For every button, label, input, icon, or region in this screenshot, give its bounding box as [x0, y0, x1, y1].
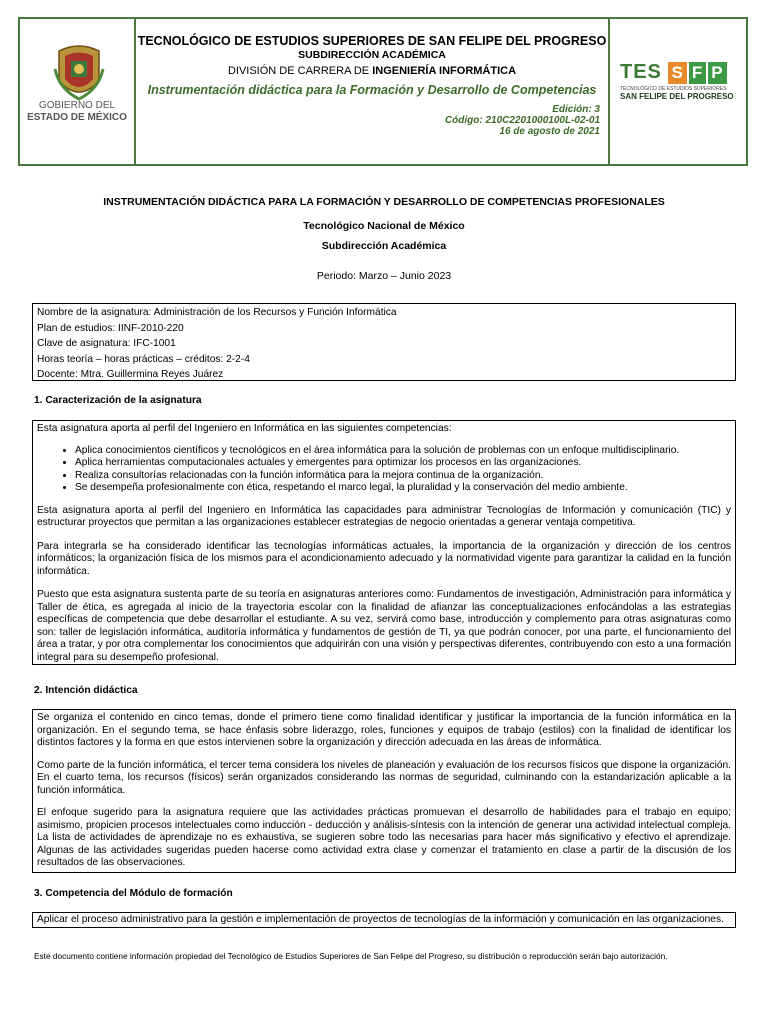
module-competency: Aplicar el proceso administrativo para la gestión e implementación de proyectos de tecnologías de la información y comunicación en las organizaciones.: [37, 914, 724, 925]
division-line: [136, 65, 608, 77]
study-plan: Plan de estudios: IINF-2010-220: [37, 322, 184, 334]
document-date: 16 de agosto de 2021: [499, 126, 600, 137]
section-3-box: [32, 912, 736, 928]
government-name-line1: GOBIERNO DEL: [38, 100, 116, 111]
list-item: • Aplica herramientas computacionales actuales y emergentes para optimizar los procesos en las organizaciones.: [75, 457, 731, 470]
logo-p: P: [708, 62, 726, 84]
government-logo-cell: [20, 19, 136, 164]
section-1-paragraph: Puesto que esta asignatura sustenta parte de su teoría en asignaturas anteriores como: Fundamentos de investigación, Administración para informática y Taller de ética, es agregada al inicio de la trayectoria escolar con la finalidad de afianzar las conceptualizaciones enfocándolas a las estrategias específicas de competencia que debe desarrollar el estudiante. A su vez, servirá como base, introducción y complemento para otras asignaturas como son: taller de legislación informática, auditoría informática y fundamentos de gestión de TI, ya que podrán conocer, por una parte, el funcionamiento del área a tratar, y por otra complementar los conocimientos que adquirirán con una visión y perspectivas diferentes, contribuyendo con esto a una formación integral para su desempeño profesional.: [37, 589, 731, 663]
logo-s: S: [668, 62, 686, 84]
instrumentation-subtitle: Instrumentación didáctica para la Formación y Desarrollo de Competencias: [147, 83, 597, 97]
course-info-box: [32, 303, 736, 381]
tessfp-logo-cell: [608, 19, 746, 164]
edition: Edición: 3: [552, 104, 600, 115]
tessfp-logo: [620, 61, 738, 111]
section-2-paragraph: El enfoque sugerido para la asignatura requiere que las actividades prácticas promuevan el desarrollo de habilidades para el trabajo en equipo; asimismo, propicien procesos intelectuales como inducción - deducción y análisis-síntesis con la intención de generar una actividad intelectual compleja. La lista de actividades de aprendizaje no es exhaustiva, se sugieren sobre todo las necesarias para hacer más significativo y efectivo el aprendizaje. Algunas de las actividades sugeridas pueden hacerse como actividad extra clase y comenzar el tratamiento en clase a partir de la discusión de los resultados de las observaciones.: [37, 807, 731, 868]
document-code: Código: 210C2201000100L-02-01: [444, 115, 600, 126]
division-prefix: DIVISIÓN DE CARRERA DE: [227, 65, 370, 77]
logo-small-text: TECNOLÓGICO DE ESTUDIOS SUPERIORES: [620, 86, 727, 92]
course-code: Clave de asignatura: IFC-1001: [37, 338, 176, 349]
section-2-heading: 2. Intención didáctica: [34, 685, 138, 696]
course-name: Nombre de la asignatura: Administración de los Recursos y Función Informática: [37, 307, 397, 318]
subdireccion-heading: Subdirección Académica: [321, 240, 447, 252]
government-name-line2: ESTADO DE MÉXICO: [27, 112, 127, 123]
competencies-list: [37, 445, 731, 495]
section-1-paragraph: Esta asignatura aporta al perfil del Ingeniero en Informática las capacidades para administrar Tecnologías de Información y comunicación (TIC) y estructurar proyectos que permitan a las organizaciones establecer estrategias de negocio orientadas a generar ventaja competitiva.: [37, 504, 731, 528]
section-1-box: [32, 420, 736, 665]
logo-f: F: [689, 62, 706, 84]
header-subdireccion: SUBDIRECCIÓN ACADÉMICA: [298, 49, 446, 61]
section-2-paragraph: Como parte de la función informática, el tercer tema considera los niveles de planeación y evaluación de los recursos físicos que dispone la organización. En el cuarto tema, los recursos (físicos) serán organizados considerando las normas de seguridad, culminando con la estandarización aplicable a la función informática.: [37, 759, 731, 796]
institution-title: TECNOLÓGICO DE ESTUDIOS SUPERIORES DE SAN FELIPE DEL PROGRESO: [137, 34, 607, 48]
estado-de-mexico-seal-icon: [53, 41, 105, 103]
section-2-box: [32, 709, 736, 873]
list-item: • Se desempeña profesionalmente con ética, respetando el marco legal, la pluralidad y la conservación del medio ambiente.: [75, 482, 731, 495]
course-hours: Horas teoría – horas prácticas – créditos: 2-2-4: [37, 353, 250, 365]
section-1-heading: 1. Caracterización de la asignatura: [34, 395, 202, 406]
section-2-paragraph: Se organiza el contenido en cinco temas, donde el primero tiene como finalidad identificar y justificar la importancia de la función informática en la organización. En el segundo tema, se hace énfasis sobre liderazgo, roles, funciones y equipos de trabajo (estilos) con la finalidad de identificar los distintos factores y la forma en que estos intervienen sobre la organización y dirección adecuada en las áreas de informática.: [37, 712, 731, 748]
section-3-heading: 3. Competencia del Módulo de formación: [34, 888, 233, 899]
list-item: • Aplica conocimientos científicos y tecnológicos en el área informática para la solución de problemas con un enfoque multidisciplinario.: [75, 445, 731, 458]
list-item: • Realiza consultorías relacionadas con la función informática para la mejora continua de la organización.: [75, 470, 731, 483]
teacher: Docente: Mtra. Guillermina Reyes Juárez: [37, 369, 224, 380]
tnm-heading: Tecnológico Nacional de México: [303, 220, 465, 232]
document-header: [18, 17, 748, 166]
section-1-paragraph: Para integrarla se ha considerado identificar las tecnologías informáticas actuales, la importancia de la organización y dirección de los centros informáticos; la organización física de los mismos para el acondicionamiento adecuado y la normatividad vigente para garantizar la calidad en la función informática.: [37, 540, 731, 577]
logo-campus-name: SAN FELIPE DEL PROGRESO: [620, 92, 734, 101]
logo-tes: TES: [620, 61, 662, 83]
period: Periodo: Marzo – Junio 2023: [316, 270, 452, 282]
division-name: INGENIERÍA INFORMÁTICA: [372, 65, 517, 77]
section-1-intro: Esta asignatura aporta al perfil del Ingeniero en Informática en las siguientes competencias:: [37, 423, 452, 434]
document-title: INSTRUMENTACIÓN DIDÁCTICA PARA LA FORMACIÓN Y DESARROLLO DE COMPETENCIAS PROFESIONALES: [103, 196, 665, 208]
tessfp-logo-mark: [620, 61, 738, 84]
footer-notice: Este documento contiene información propiedad del Tecnológico de Estudios Superiores de San Felipe del Progreso, su distribución o reproducción serán bajo autorización.: [34, 951, 668, 961]
header-title-cell: [136, 19, 608, 164]
